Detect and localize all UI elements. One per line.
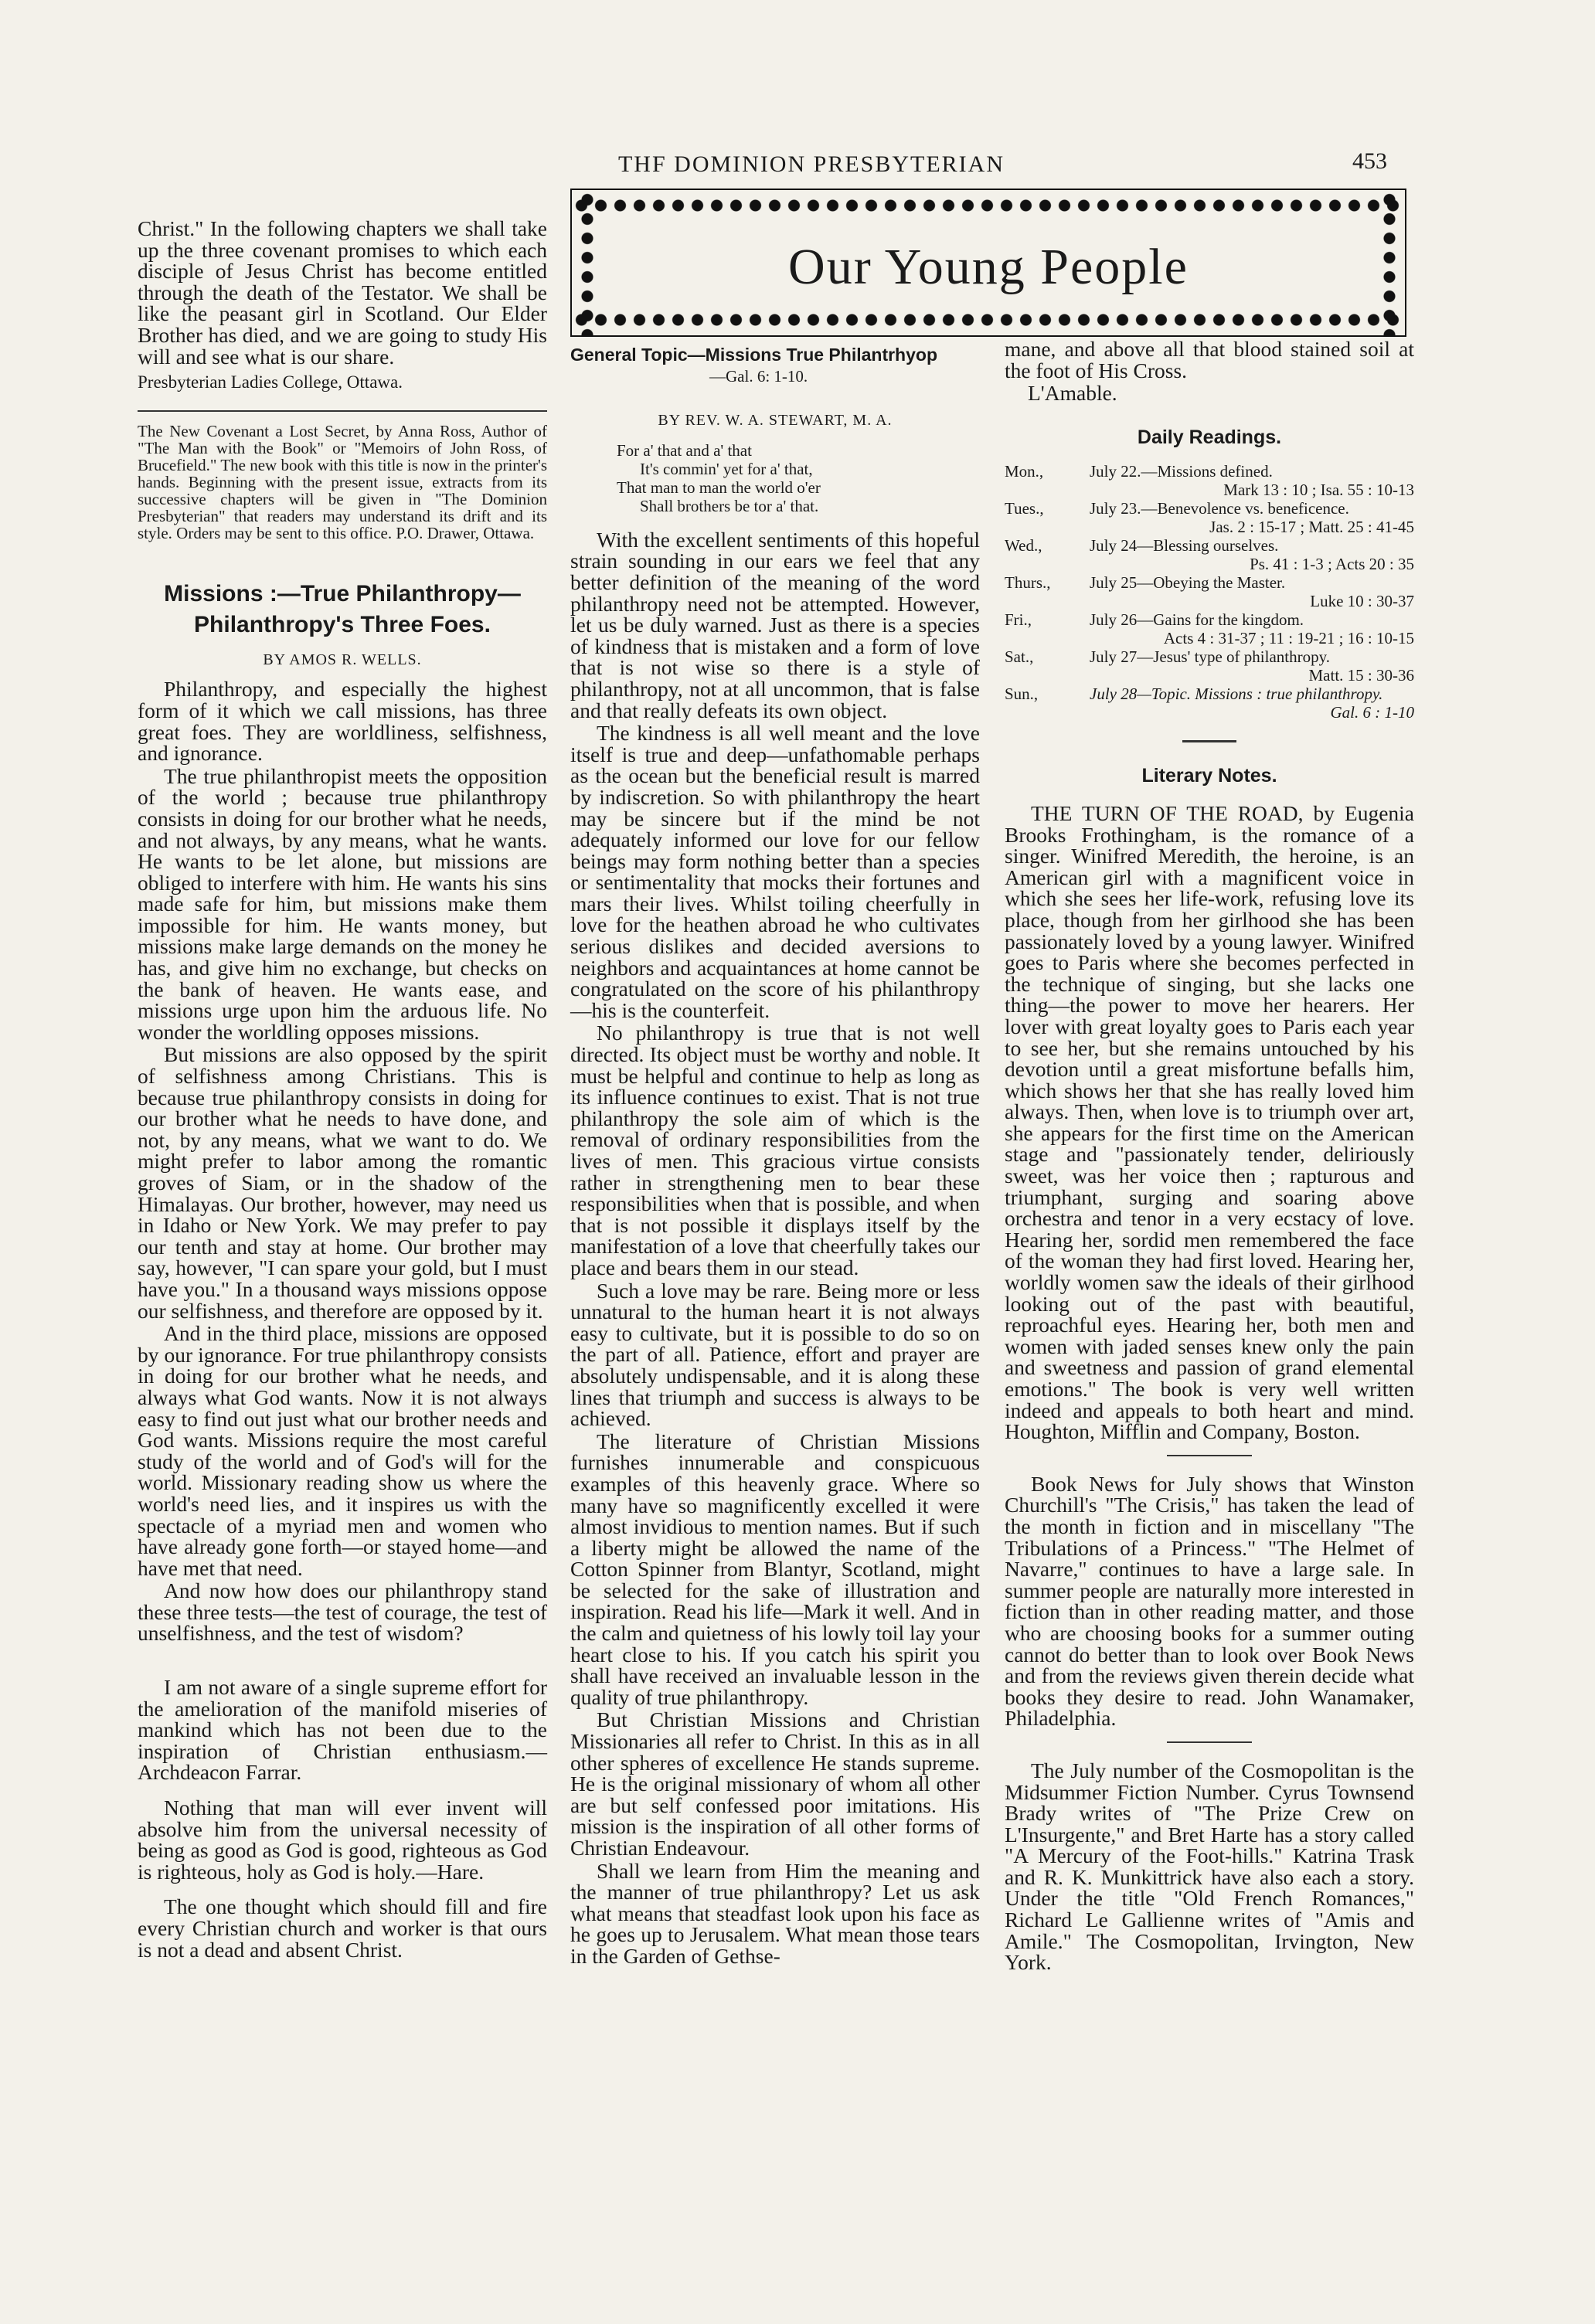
section-banner [570, 189, 1406, 337]
topic-reference: —Gal. 6: 1-10. [709, 366, 808, 386]
intro-signature: Presbyterian Ladies College, Ottawa. [138, 372, 403, 392]
general-topic: General Topic—Missions True Philantrhyop [570, 345, 937, 365]
reading-day: Sat., [1005, 647, 1034, 667]
reading-text: July 25—Obeying the Master. [1090, 573, 1286, 593]
banner-dots-bottom [572, 311, 1405, 329]
topic-paragraph: The kindness is all well meant and the love itself is true and deep—unfathomable perhaps as the ocean but the beneficial result is marred by indiscretion. So with philanthropy the heart may be sincere but if the mind be not adequately informed our love for our fellow beings may form nothing better than a species or sentimentality that mocks their fortunes and mars their lives. Whilst toiling cheerfully in love for the heathen abroad he who cultivates serious dislikes and decided aversions to neighbors and acquaintances at home cannot be congratulated on the score of his philanthropy—his is the counterfeit. [570, 721, 980, 1022]
reading-ref: Ps. 41 : 1-3 ; Acts 20 : 35 [1250, 555, 1414, 574]
verse-line: That man to man the world o'er [617, 477, 821, 497]
reading-day: Mon., [1005, 462, 1044, 481]
book-notice: The New Covenant a Lost Secret, by Anna Ross, Author of "The Man with the Book" or "Memoirs of John Ross, of Brucefield." The new book with this title is now in the printer's hands. Beginning with the present issue, extracts from its successive chapters will be given in "The Dominion Presbyterian" that readers may understand its drift and its style. Orders may be sent to this office. P.O. Drawer, Ottawa. [138, 421, 547, 542]
verse-line: Shall brothers be tor a' that. [640, 496, 819, 515]
verse-block [570, 441, 980, 515]
daily-readings-title: Daily Readings. [1137, 426, 1282, 448]
verse-line: For a' that and a' that [617, 440, 752, 460]
divider [138, 410, 547, 412]
reading-item [1005, 499, 1414, 536]
divider [1167, 1455, 1252, 1456]
reading-ref: Jas. 2 : 15-17 ; Matt. 25 : 41-45 [1209, 518, 1414, 537]
topic-paragraph: Such a love may be rare. Being more or less unnatural to the human heart it is not always easy to cultivate, but it is possible to do so on the part of all. Patience, effort and prayer are absolutely undispensable, and it is along these lines that triumph and success is always to be achieved. [570, 1278, 980, 1431]
topic-paragraph: No philanthropy is true that is not well directed. Its object must be worthy and noble. It must be helpful and continue to help as long as its influence continues to exist. That is not true philanthropy the sole aim of which is the removal of ordinary responsibilities from the lives of men. This gracious virtue consists rather in strengthening men to bear these responsibilities when that is possible, and when that is not possible it displays itself by the manifestation of a love that cheerfully takes our place and bears them in our stead. [570, 1021, 980, 1279]
reading-text: July 28—Topic. Missions : true philanthropy. [1090, 685, 1383, 704]
reading-item [1005, 462, 1414, 499]
topic-paragraph: The literature of Christian Missions furnishes innumerable and conspicuous examples of this heavenly grace. Where so many have so magnificently excelled it were almost invidious to mention names. But if such a liberty might be allowed the name of the Cotton Spinner from Blantyr, Scotland, might be selected for the sake of illustration and inspiration. Read his life—Mark it well. And in the calm and quietness of his lowly toil lay your heart close to his. If you catch his spirit you shall have received an invaluable lesson in the quality of true philanthropy. [570, 1429, 980, 1709]
page-number: 453 [1352, 148, 1387, 174]
reading-text: July 23.—Benevolence vs. beneficence. [1090, 499, 1349, 518]
verse-line: It's commin' yet for a' that, [640, 459, 813, 478]
quote-christ: The one thought which should fill and fire every Christian church and worker is that ours is not a dead and absent Christ. [138, 1894, 547, 1962]
reading-text: July 27—Jesus' type of philanthropy. [1090, 647, 1330, 667]
column-right [1005, 338, 1414, 1975]
reading-text: July 24—Blessing ourselves. [1090, 536, 1279, 556]
reading-ref: Mark 13 : 10 ; Isa. 55 : 10-13 [1223, 481, 1414, 500]
article-paragraph: But missions are also opposed by the spirit of selfishness among Christians. This is because true philanthropy consists in doing for our brother what he needs to have done, and not, by any means, what we want to do. We might prefer to labor among the romantic groves of Siam, or in the shadow of the Himalayas. Our brother, however, may need us in Idaho or New York. We may prefer to pay our tenth and stay at home. Our brother may say, however, "I can spare your gold, but I must have you." In a thousand ways missions oppose our selfishness, and therefore are opposed by it. [138, 1042, 547, 1323]
reading-text: July 22.—Missions defined. [1090, 462, 1273, 481]
reading-day: Sun., [1005, 685, 1039, 704]
reading-text: July 26—Gains for the kingdom. [1090, 610, 1304, 630]
reading-day: Thurs., [1005, 573, 1051, 593]
running-head: THF DOMINION PRESBYTERIAN [617, 151, 1005, 177]
banner-dots-top [572, 196, 1405, 215]
quote-farrar: I am not aware of a single supreme effort for the amelioration of the manifold miseries of mankind which has not been due to the inspiration of Christian enthusiasm.—Archdeacon Farrar. [138, 1675, 547, 1785]
article-paragraph: Philanthropy, and especially the highest form of it which we call missions, has three great foes. They are worldliness, selfishness, and ignorance. [138, 677, 547, 766]
topic-signature: L'Amable. [1028, 381, 1117, 406]
intro-paragraph: Christ." In the following chapters we shall take up the three covenant promises to which each disciple of Jesus Christ has become entitled through the death of the Testator. We shall be like the peasant girl in Scotland. Our Elder Brother has died, and we are going to study His will and see what is our share. [138, 216, 547, 369]
topic-paragraph: But Christian Missions and Christian Missionaries all refer to Christ. In this as in all other spheres of excellence He stands supreme. He is the original missionary of whom all other are but self confessed poor imitations. His mission is the inspiration of all other forms of Christian Endeavour. [570, 1707, 980, 1860]
continuation-text: mane, and above all that blood stained soil at the foot of His Cross. [1005, 337, 1414, 382]
reading-ref: Acts 4 : 31-37 ; 11 : 19-21 ; 16 : 10-15 [1163, 629, 1414, 648]
reading-day: Tues., [1005, 499, 1044, 518]
reading-day: Wed., [1005, 536, 1042, 556]
reading-day: Fri., [1005, 610, 1032, 630]
reading-ref: Luke 10 : 30-37 [1310, 592, 1414, 611]
reading-ref: Gal. 6 : 1-10 [1330, 703, 1414, 722]
article-paragraph: And in the third place, missions are opposed by our ignorance. For true philanthropy consists in doing for our brother what he needs, and always what God wants. Now it is not always easy to find out just what our brother needs and God wants. Missions require the most careful study of the world and of God's will for the world. Missionary reading show us where the world's need lies, and it inspires us with the spectacle of a myriad men and women who have already gone forth—or stayed home—and have met that need. [138, 1321, 547, 1580]
topic-paragraph: With the excellent sentiments of this hopeful strain sounding in our ears we feel that any better definition of the meaning of the word philanthropy need not be attempted. However, let us be duly warned. Just as there is a species of kindness that is mistaken and a form of love that is not wise so there is a style of philanthropy, not at all uncommon, that is false and that really defeats its own object. [570, 527, 980, 722]
reading-item [1005, 685, 1414, 722]
article-title: Missions :—True Philanthropy—Philanthropy's Three Foes. [164, 580, 521, 637]
reading-item [1005, 536, 1414, 573]
reading-ref: Matt. 15 : 30-36 [1308, 666, 1414, 685]
literary-paragraph: THE TURN OF THE ROAD, by Eugenia Brooks Frothingham, is the romance of a singer. Winifred Meredith, the heroine, is an American girl with a magnificent voice in which she sees her life-work, refusing love its place, though from her girlhood she has been passionately loved by a young lawyer. Winifred goes to Paris where she becomes perfected in the technique of singing, but she lacks one thing—the power to move her hearers. Her lover with great loyalty goes to Paris each year to see her, but she remains untouched by his devotion until a great misfortune befalls him, which shows her that she has really loved him always. Then, when love is to triumph over art, she appears for the first time on the American stage and "passionately tender, deliriously sweet, was her voice then ; rapturous and triumphant, surging and soaring above orchestra and tenor in a very ecstacy of love. Hearing her, sordid men remembered the face of the woman they had first loved. Hearing her, worldly women saw the ideals of their girlhood looking out of the past with beautiful, reproachful eyes. Hearing her, both men and women with jaded senses knew only the pain and sweetness and passion of grand elemental emotions." The book is very well written indeed and appeals to both heart and mind. Houghton, Mifflin and Company, Boston. [1005, 800, 1414, 1444]
column-middle [570, 345, 980, 1969]
column-left [138, 218, 547, 1962]
topic-paragraph: Shall we learn from Him the meaning and the manner of true philanthropy? Let us ask what means that steadfast look upon his face as he goes up to Jerusalem. What mean those tears in the Garden of Gethse- [570, 1858, 980, 1968]
banner-title: Our Young People [788, 239, 1189, 295]
reading-item [1005, 647, 1414, 685]
divider [1182, 740, 1236, 742]
reading-item [1005, 573, 1414, 610]
literary-paragraph: Book News for July shows that Winston Churchill's "The Crisis," has taken the lead of the month in fiction and in miscellany "The Tribulations of a Princess." "The Helmet of Navarre," continues to have a large sale. In summer people are naturally more interested in fiction than in other reading matter, and those who are choosing books for a summer outing cannot do better than to look over Book News and from the reviews given therein decide what books they desire to read. John Wanamaker, Philadelphia. [1005, 1471, 1414, 1731]
quote-hare: Nothing that man will ever invent will absolve him from the universal necessity of being as good as God is good, righteous as God is righteous, holy as God is holy.—Hare. [138, 1796, 547, 1884]
article-paragraph: And now how does our philanthropy stand these three tests—the test of courage, the test of unselfishness, and the test of wisdom? [138, 1578, 547, 1646]
reading-item [1005, 610, 1414, 647]
divider [1167, 1741, 1252, 1743]
literary-notes-title: Literary Notes. [1141, 765, 1277, 787]
topic-byline: BY REV. W. A. STEWART, M. A. [658, 412, 893, 430]
article-paragraph: The true philanthropist meets the opposition of the world ; because true philanthropy consists in doing for our brother what he needs, and not always, by any means, what he wants. He wants to be let alone, but missions are obliged to interfere with him. He wants his sins made safe for him, but missions make them impossible for him. He wants money, but missions make large demands on the money he has, and give him no exchange, but checks on the bank of heaven. He wants ease, and missions urge upon him the arduous life. No wonder the worldling opposes missions. [138, 763, 547, 1044]
literary-paragraph: The July number of the Cosmopolitan is the Midsummer Fiction Number. Cyrus Townsend Brady writes of "The Prize Crew on L'Insurgente," and Bret Harte has a story called "A Mercury of the Foot-hills." Katrina Trask and R. K. Munkittrick have also each a story. Under the title "Old French Romances," Richard Le Gallienne writes of "Amis and Amile." The Cosmopolitan, Irvington, New York. [1005, 1758, 1414, 1975]
article-byline: BY AMOS R. WELLS. [263, 651, 422, 668]
